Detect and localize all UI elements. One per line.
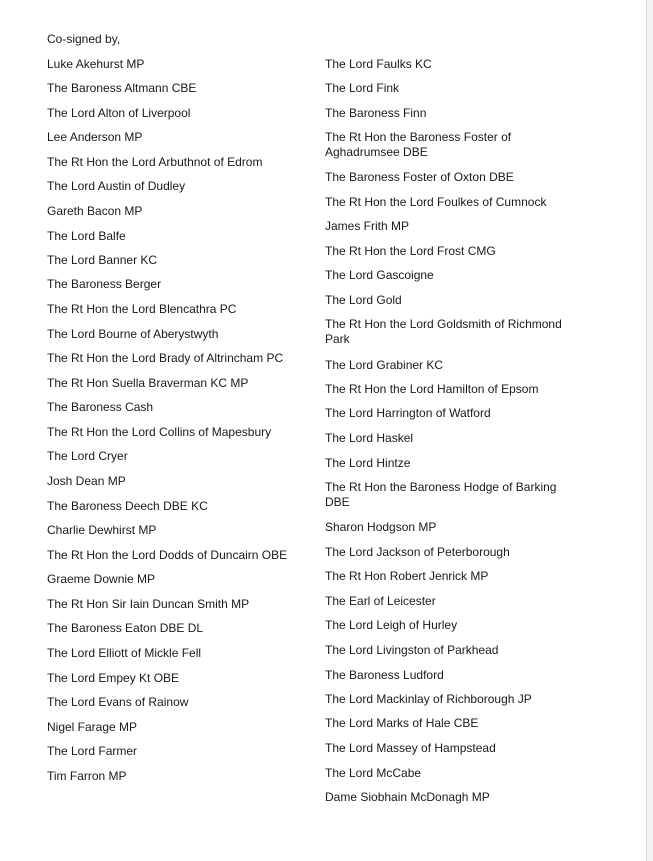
signatory-name: The Rt Hon the Lord Hamilton of Epsom xyxy=(325,382,539,396)
signatory-name: The Lord Cryer xyxy=(47,449,128,463)
signatory-name: The Earl of Leicester xyxy=(325,594,436,608)
signatory-name: The Baroness Berger xyxy=(47,277,162,291)
signatory-name: The Lord Alton of Liverpool xyxy=(47,106,191,120)
signatory-name: The Lord Haskel xyxy=(325,431,414,445)
signatory-name: The Lord Gold xyxy=(325,293,402,307)
signatory-name: Graeme Downie MP xyxy=(47,572,156,586)
signatory-name: The Lord Hintze xyxy=(325,456,411,470)
signatory-name: Sharon Hodgson MP xyxy=(325,520,437,534)
signatory-name: Tim Farron MP xyxy=(47,769,127,783)
signatory-name: The Lord McCabe xyxy=(325,766,422,780)
cosigned-heading: Co-signed by, xyxy=(47,32,121,46)
signatory-name: The Lord Empey Kt OBE xyxy=(47,671,180,685)
signatory-name: The Baroness Ludford xyxy=(325,668,444,682)
signatory-name: Josh Dean MP xyxy=(47,474,126,488)
signatory-name: The Baroness Deech DBE KC xyxy=(47,499,208,513)
signatory-name: The Lord Livingston of Parkhead xyxy=(325,643,499,657)
signatory-name: Lee Anderson MP xyxy=(47,130,143,144)
signatory-name: The Baroness Altmann CBE xyxy=(47,81,197,95)
signatory-name: The Lord Harrington of Watford xyxy=(325,406,491,420)
signatory-name: The Lord Grabiner KC xyxy=(325,358,444,372)
signatory-name: The Rt Hon the Lord Foulkes of Cumnock xyxy=(325,195,547,209)
signatory-name: The Lord Austin of Dudley xyxy=(47,179,186,193)
signatory-name: The Rt Hon the Lord Arbuthnot of Edrom xyxy=(47,155,263,169)
signatory-name: The Lord Faulks KC xyxy=(325,57,432,71)
signatory-name: The Lord Gascoigne xyxy=(325,268,434,282)
signatory-name: The Lord Jackson of Peterborough xyxy=(325,545,510,559)
signatory-name: The Lord Evans of Rainow xyxy=(47,695,189,709)
signatory-name: The Rt Hon Sir Iain Duncan Smith MP xyxy=(47,597,250,611)
signatory-name: The Rt Hon the Baroness Foster of Aghadrumsee DBE xyxy=(325,130,512,159)
signatory-name: The Baroness Foster of Oxton DBE xyxy=(325,170,514,184)
signatory-name: The Lord Mackinlay of Richborough JP xyxy=(325,692,532,706)
signatory-name: The Baroness Finn xyxy=(325,106,427,120)
signatory-name: The Rt Hon the Lord Brady of Altrincham PC xyxy=(47,351,284,365)
signatory-name: The Lord Leigh of Hurley xyxy=(325,618,458,632)
signatory-name: Luke Akehurst MP xyxy=(47,57,145,71)
signatory-name: The Lord Marks of Hale CBE xyxy=(325,716,479,730)
signatory-name: The Rt Hon the Baroness Hodge of Barking DBE xyxy=(325,480,557,509)
signatory-name: The Lord Banner KC xyxy=(47,253,158,267)
signatory-name: The Rt Hon the Lord Collins of Mapesbury xyxy=(47,425,272,439)
signatory-name: The Rt Hon the Lord Goldsmith of Richmond Park xyxy=(325,317,562,346)
signatory-name: The Lord Balfe xyxy=(47,229,126,243)
signatory-name: Dame Siobhain McDonagh MP xyxy=(325,790,490,804)
signatory-name: The Lord Massey of Hampstead xyxy=(325,741,496,755)
signatory-name: The Lord Farmer xyxy=(47,744,138,758)
signatory-name: The Rt Hon the Lord Blencathra PC xyxy=(47,302,237,316)
signatory-name: The Lord Fink xyxy=(325,81,400,95)
signatory-name: The Rt Hon the Lord Frost CMG xyxy=(325,244,496,258)
signatory-name: The Lord Bourne of Aberystwyth xyxy=(47,327,219,341)
page-edge-scrollbar[interactable] xyxy=(646,0,653,861)
signatory-name: The Rt Hon Robert Jenrick MP xyxy=(325,569,489,583)
signatory-name: The Baroness Eaton DBE DL xyxy=(47,621,204,635)
signatory-name: The Lord Elliott of Mickle Fell xyxy=(47,646,202,660)
signatory-name: The Rt Hon Suella Braverman KC MP xyxy=(47,376,249,390)
signatory-name: Gareth Bacon MP xyxy=(47,204,143,218)
signatory-name: James Frith MP xyxy=(325,219,410,233)
signatory-name: The Baroness Cash xyxy=(47,400,154,414)
signatory-name: Charlie Dewhirst MP xyxy=(47,523,157,537)
signatory-name: The Rt Hon the Lord Dodds of Duncairn OBE xyxy=(47,548,288,562)
signatory-name: Nigel Farage MP xyxy=(47,720,138,734)
